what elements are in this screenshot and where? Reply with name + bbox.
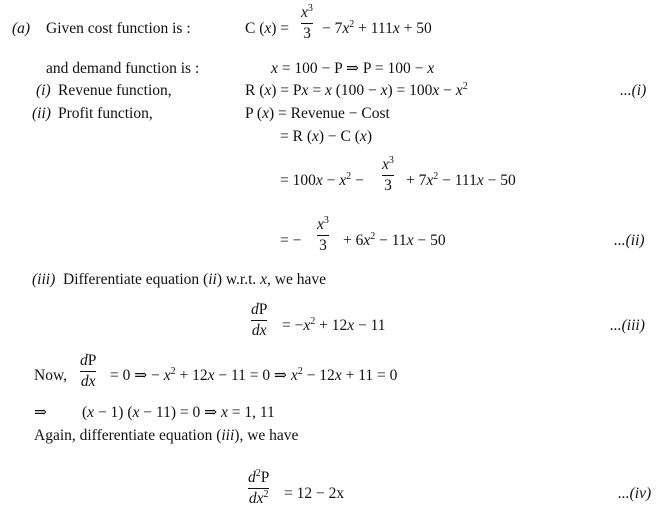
cost-rest: − $7x^2 + 111x + 50$	[322, 19, 432, 37]
profit-line-1: P (x) = Revenue − Cost	[245, 105, 390, 122]
revenue-equation: R (x) = Px = x $(100 - x) = 100x - x^2$	[245, 81, 468, 99]
derivative-fraction: dP dx	[251, 301, 268, 339]
again-text: Again, differentiate equation (iii), we have	[34, 427, 299, 444]
profit-line-2: = R (x) − C (x)	[280, 128, 372, 145]
profit-line-4-right: + $6x^2 - 11x - 50$	[343, 231, 446, 249]
equation-ref-iv: ...(iv)	[618, 485, 652, 502]
profit-line-3-fraction: $x^3$ 3	[382, 155, 394, 194]
now-text: Now,	[34, 367, 68, 384]
profit-line-4-left: = −	[280, 232, 302, 249]
second-derivative-fraction: $d^2P$ $dx^2$	[248, 468, 270, 507]
cost-lhs: C (x) =	[245, 20, 290, 37]
implies-symbol: ⇒	[34, 404, 47, 421]
equation-ref-i: ...(i)	[620, 82, 647, 99]
part-label: (a)	[12, 20, 31, 37]
derivative-rhs: = $-x^2 + 12x - 11$	[282, 316, 386, 334]
profit-label: (ii)	[32, 105, 51, 122]
demand-equation: x = 100 − P ⇒ P = 100 − x	[271, 60, 435, 77]
profit-text: Profit function,	[58, 105, 153, 122]
profit-line-3-right: + $7x^2 - 111x - 50$	[406, 171, 516, 189]
revenue-text: Revenue function,	[58, 82, 172, 99]
cost-fraction: $x^3$ 3	[301, 3, 313, 42]
factored-equation: (x − 1) (x − 11) = 0 ⇒ x = 1, 11	[82, 404, 275, 421]
revenue-label: (i)	[36, 82, 51, 99]
critical-rhs: = 0 ⇒ − $x^2 + 12x - 11 = 0$ ⇒ $x^2 - 12x + 11 = 0$	[110, 366, 398, 384]
critical-fraction: dP dx	[80, 352, 97, 390]
demand-intro: and demand function is :	[46, 60, 200, 77]
profit-line-4-fraction: $x^3$ 3	[317, 215, 329, 254]
second-derivative-rhs: = 12 − 2x	[284, 485, 345, 502]
equation-ref-iii: ...(iii)	[610, 317, 645, 334]
derivative-intro: (iii) Differentiate equation (ii) w.r.t. x, we have	[32, 271, 327, 288]
cost-intro: Given cost function is :	[46, 20, 191, 37]
profit-line-3-left: = $100x - x^2$ −	[280, 171, 364, 189]
equation-ref-ii: ...(ii)	[614, 232, 645, 249]
